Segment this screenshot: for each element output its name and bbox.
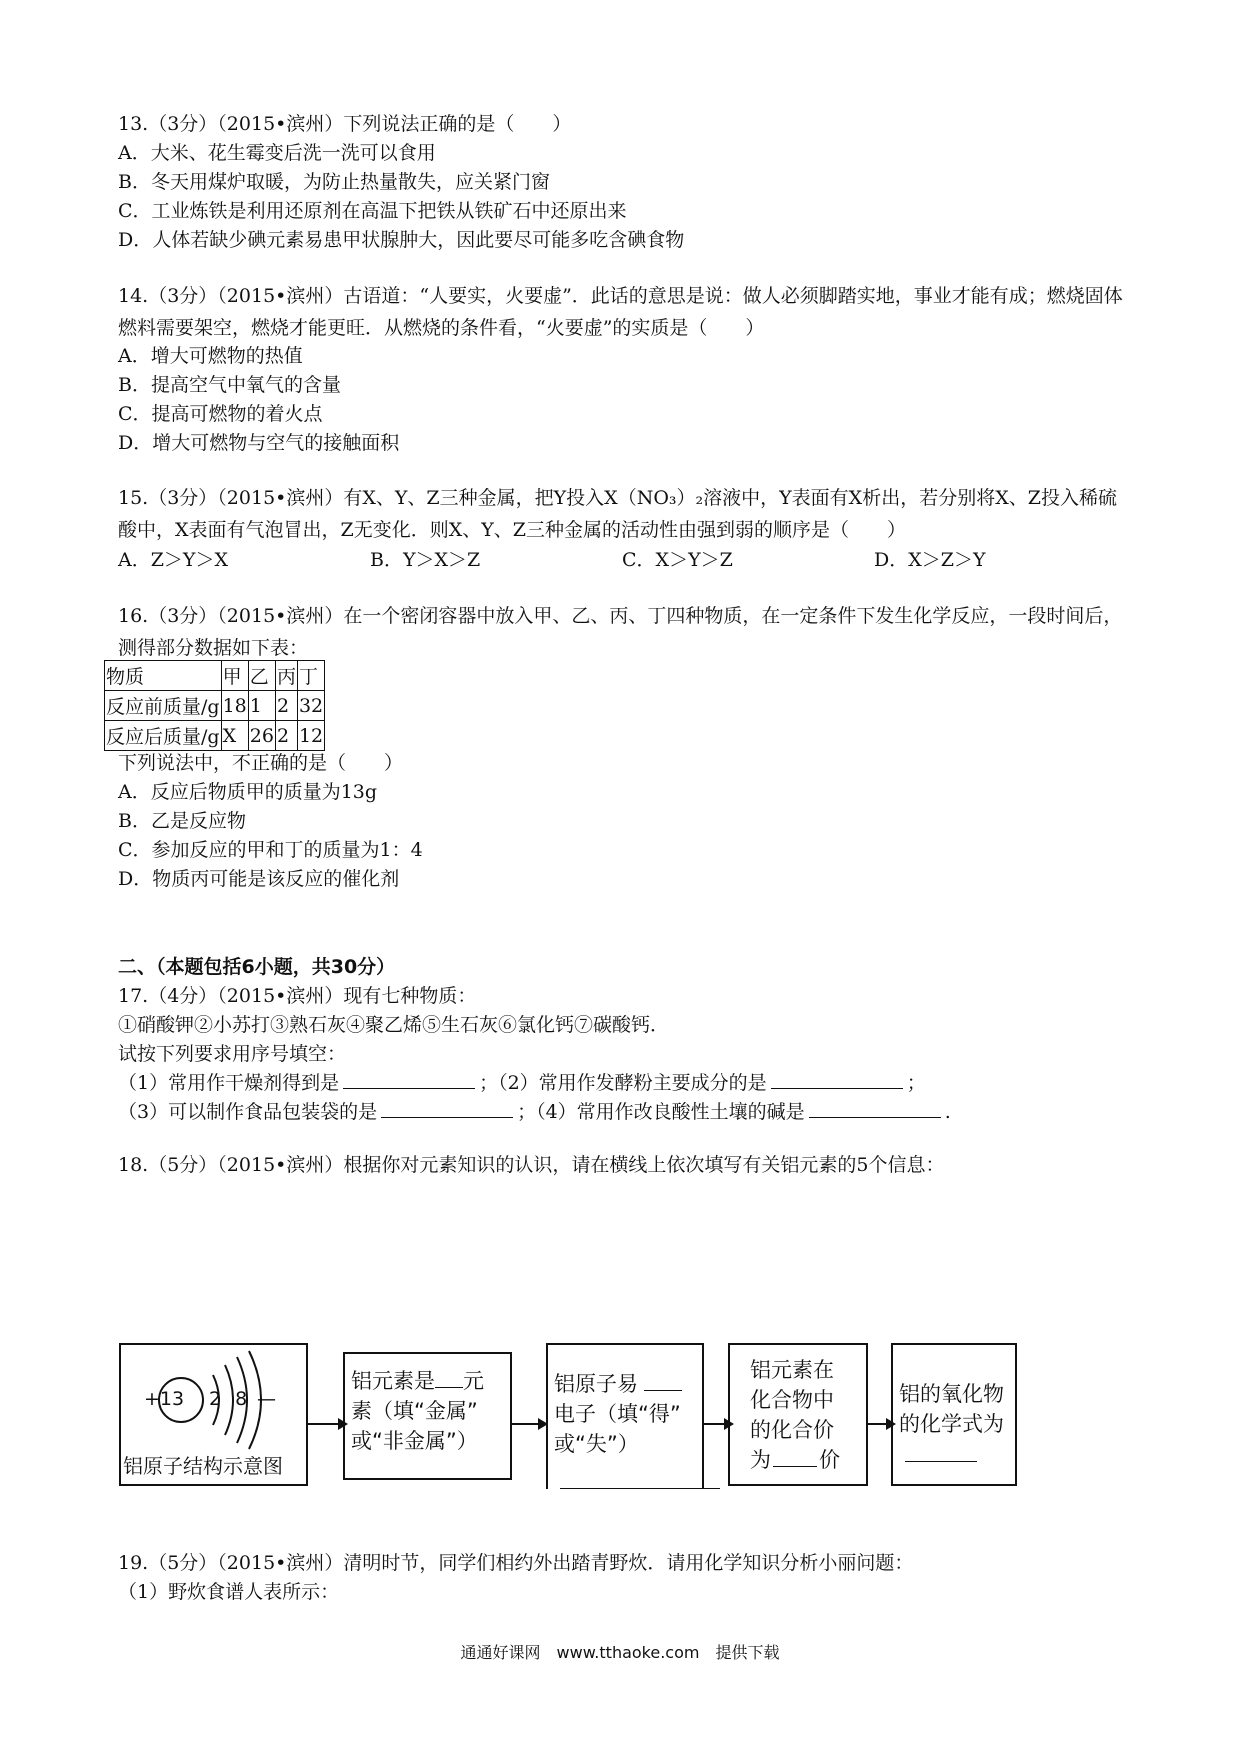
element-type-line-1: 铝元素是: [351, 1369, 435, 1393]
table-cell: 32: [297, 691, 324, 721]
table-cell: 18: [221, 691, 248, 721]
question-13-option-b: B．冬天用煤炉取暖，为防止热量散失，应关紧门窗: [118, 171, 550, 193]
question-16-option-b: B．乙是反应物: [118, 810, 246, 832]
question-14-option-d: D．增大可燃物与空气的接触面积: [118, 432, 400, 454]
question-16-prompt: 下列说法中，不正确的是（ ）: [118, 752, 404, 774]
arrow-right-icon: [308, 1414, 348, 1434]
answer-blank[interactable]: [435, 1367, 463, 1388]
question-16-option-d: D．物质丙可能是该反应的催化剂: [118, 868, 400, 890]
question-17-line-2: [118, 1099, 951, 1125]
table-header-cell: 物质: [105, 661, 222, 691]
answer-blank[interactable]: [809, 1099, 941, 1118]
question-15-option-a: A．Z＞Y＞X: [118, 549, 228, 571]
question-14-option-c: C．提高可燃物的着火点: [118, 403, 323, 425]
table-cell: X: [221, 721, 248, 751]
table-cell: 12: [297, 721, 324, 751]
question-14-stem: 14.（3分）（2015•滨州）古语道：“人要实，火要虚”．此话的意思是说：做人必须脚踏实地，事业才能有成；燃烧固体燃料需要架空，燃烧才能更旺．从燃烧的条件看，“火要虚”的实质是（ ）: [118, 285, 1123, 339]
element-type-line-3: 或“非金属”）: [351, 1429, 478, 1453]
atom-structure-caption: 铝原子结构示意图: [123, 1454, 283, 1478]
question-17-part-2-end: ；: [906, 1072, 926, 1094]
question-15-option-b: B．Y＞X＞Z: [370, 549, 481, 571]
table-header-cell: 甲: [221, 661, 248, 691]
element-type-line-1-end: 元: [463, 1369, 484, 1393]
question-19-part-1: （1）野炊食谱人表所示：: [118, 1581, 340, 1603]
question-13-option-d: D．人体若缺少碘元素易患甲状腺肿大，因此要尽可能多吃含碘食物: [118, 229, 685, 251]
table-cell: 反应前质量/g: [105, 691, 222, 721]
question-13-option-a: A．大米、花生霉变后洗一洗可以食用: [118, 142, 436, 164]
question-17-line-1: [118, 1070, 926, 1096]
table-row: [105, 691, 325, 721]
question-14-option-a: A．增大可燃物的热值: [118, 345, 303, 367]
question-15-option-d: D．X＞Z＞Y: [874, 549, 986, 571]
oxide-line-2: 的化学式为: [899, 1412, 1004, 1436]
arrow-right-icon: [512, 1414, 548, 1434]
answer-blank[interactable]: [560, 1488, 720, 1489]
question-17-part-1: （1）常用作干燥剂得到是: [118, 1072, 340, 1094]
question-14-option-b: B．提高空气中氧气的含量: [118, 374, 341, 396]
valence-box: [728, 1343, 868, 1486]
question-13-option-c: C．工业炼铁是利用还原剂在高温下把铁从铁矿石中还原出来: [118, 200, 627, 222]
question-17-part-4: ；（4）常用作改良酸性土壤的碱是: [517, 1101, 805, 1123]
question-16-option-c: C．参加反应的甲和丁的质量为1：4: [118, 839, 423, 861]
electron-shells: 2 8: [209, 1388, 252, 1410]
element-type-line-2: 素（填“金属”: [351, 1399, 478, 1423]
electron-line-3: 或“失”）: [554, 1432, 639, 1456]
answer-blank[interactable]: —: [257, 1388, 276, 1410]
table-header-cell: 丙: [275, 661, 297, 691]
page-footer: 通通好课网 www.tthaoke.com 提供下载: [460, 1643, 780, 1662]
element-type-box: [343, 1352, 512, 1480]
valence-line-4: 为: [750, 1448, 771, 1472]
table-cell: 1: [248, 691, 275, 721]
question-18-stem: 18.（5分）（2015•滨州）根据你对元素知识的认识，请在横线上依次填写有关铝元素的5个信息：: [118, 1154, 945, 1176]
valence-line-2: 化合物中: [750, 1388, 834, 1412]
valence-line-3: 的化合价: [750, 1418, 834, 1442]
answer-blank[interactable]: [381, 1099, 513, 1118]
oxide-formula-box: [891, 1343, 1017, 1486]
question-17-instruction: 试按下列要求用序号填空：: [118, 1043, 347, 1065]
question-15-option-c: C．X＞Y＞Z: [622, 549, 733, 571]
question-19-stem: 19.（5分）（2015•滨州）清明时节，同学们相约外出踏青野炊．请用化学知识分析小丽问题：: [118, 1552, 914, 1574]
table-header-cell: 乙: [248, 661, 275, 691]
section-2-title: 二、（本题包括6小题，共30分）: [118, 956, 396, 978]
question-15-options: [118, 547, 1126, 573]
question-15-stem: 15.（3分）（2015•滨州）有X、Y、Z三种金属，把Y投入X（NO₃）₂溶液中，Y表面有X析出，若分别将X、Z投入稀硫酸中，X表面有气泡冒出，Z无变化．则X、Y、Z三种金属的活动性由强到弱的顺序是（ ）: [118, 487, 1117, 541]
table-cell: 反应后质量/g: [105, 721, 222, 751]
question-17-stem: 17.（4分）（2015•滨州）现有七种物质：: [118, 985, 477, 1007]
answer-blank[interactable]: [771, 1070, 903, 1089]
table-header-cell: 丁: [297, 661, 324, 691]
question-16-stem: 16.（3分）（2015•滨州）在一个密闭容器中放入甲、乙、丙、丁四种物质，在一定条件下发生化学反应，一段时间后，测得部分数据如下表：: [118, 605, 1123, 659]
question-17-part-4-end: .: [944, 1101, 951, 1123]
answer-blank[interactable]: [773, 1446, 817, 1467]
question-13-stem: 13.（3分）（2015•滨州）下列说法正确的是（ ）: [118, 113, 572, 135]
table-cell: 2: [275, 691, 297, 721]
answer-blank[interactable]: [644, 1372, 682, 1391]
valence-line-1: 铝元素在: [750, 1358, 834, 1382]
table-row: [105, 721, 325, 751]
electron-gain-loss-box: [546, 1343, 704, 1489]
electron-line-1: 铝原子易: [554, 1372, 638, 1396]
question-17-items: ①硝酸钾②小苏打③熟石灰④聚乙烯⑤生石灰⑥氯化钙⑦碳酸钙．: [118, 1014, 670, 1036]
answer-blank[interactable]: [905, 1439, 977, 1462]
question-17-part-3: （3）可以制作食品包装袋的是: [118, 1101, 378, 1123]
table-cell: 26: [248, 721, 275, 751]
question-17-part-2: ；（2）常用作发酵粉主要成分的是: [479, 1072, 767, 1094]
valence-line-4-end: 价: [819, 1448, 840, 1472]
table-header-row: [105, 661, 325, 691]
answer-blank[interactable]: [343, 1070, 475, 1089]
electron-line-2: 电子（填“得”: [554, 1402, 681, 1426]
aluminum-atom-structure-box: [119, 1343, 308, 1486]
oxide-line-1: 铝的氧化物: [899, 1382, 1004, 1406]
question-16-data-table: [104, 660, 325, 751]
nucleus-charge: +13: [143, 1388, 185, 1410]
table-cell: 2: [275, 721, 297, 751]
question-16-option-a: A．反应后物质甲的质量为13g: [118, 781, 378, 803]
